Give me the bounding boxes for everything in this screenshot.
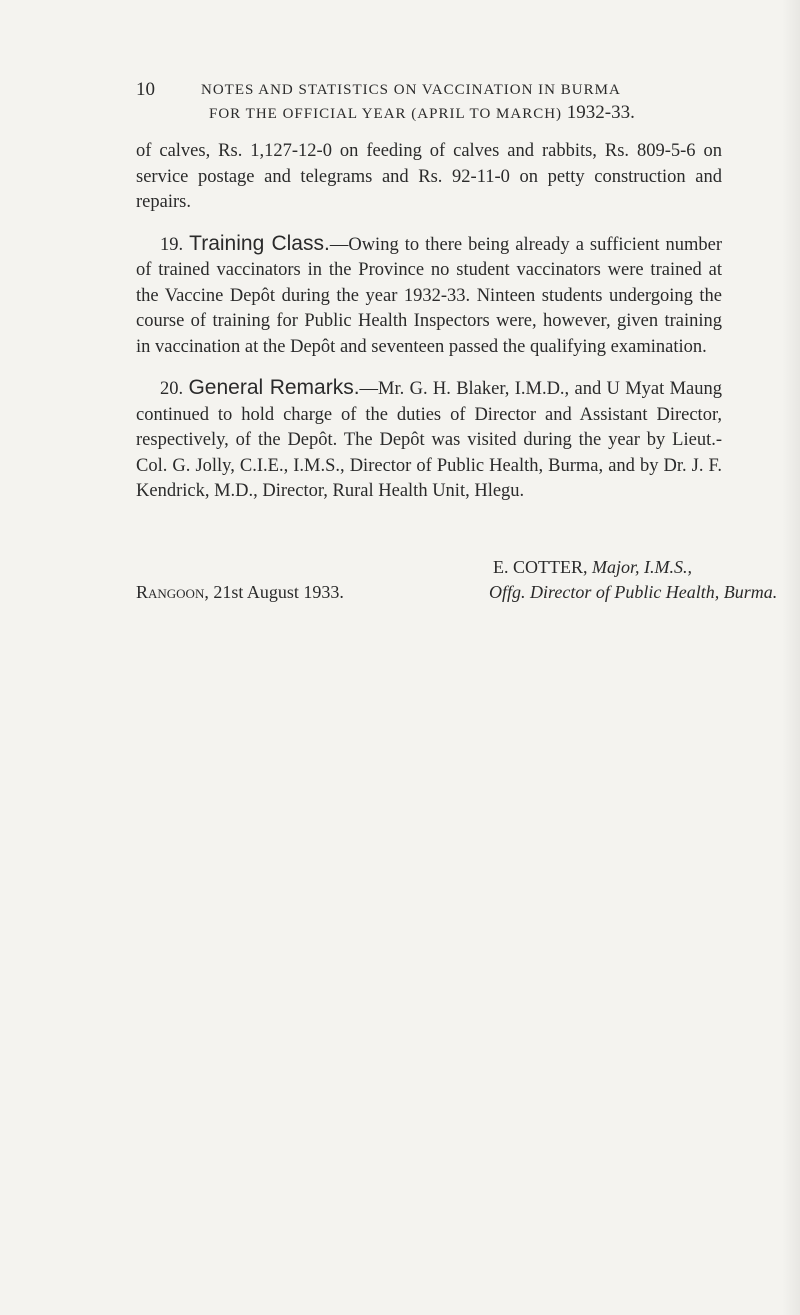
section-heading: General Remarks. xyxy=(188,376,360,399)
paragraph-text: —Mr. G. H. Blaker, I.M.D., and U Myat Maung continued to hold charge of the duties of Director and Assistant Director, respectively, of the Depôt. The Depôt was visited during the year by Lieut.-Col. G. Jolly, C.I.E., I.M.S., Director of Public Health, Burma, and by Dr. J. F. Kendrick, M.D., Director, Rural Health Unit, Hlegu. xyxy=(136,379,723,501)
paragraph-training-class xyxy=(136,231,722,361)
header-subtitle-text: FOR THE OFFICIAL YEAR (APRIL TO MARCH) xyxy=(209,106,563,122)
signatory xyxy=(493,557,692,578)
signatory-name: E. COTTER, xyxy=(493,557,588,577)
header-subtitle xyxy=(209,102,635,124)
header-year: 1932-33. xyxy=(566,102,635,123)
body-text xyxy=(136,139,722,520)
signatory-rank: Major, I.M.S., xyxy=(592,557,692,577)
signature-place-date xyxy=(136,582,344,603)
signature-date: 21st August 1933. xyxy=(213,582,344,602)
paragraph-text: —Owing to there being already a sufficient number of trained vaccinators in the Province no student vaccinators were trained at the Vaccine Depôt during the year 1932-33. Ninteen students undergoing the course of training for Public Health Inspectors were, however, given training in vaccination at the Depôt and seventeen passed the qualifying examination. xyxy=(136,234,722,357)
header-title: NOTES AND STATISTICS ON VACCINATION IN BURMA xyxy=(201,82,621,98)
page-edge-shadow xyxy=(782,0,800,1315)
signatory-role: Offg. Director of Public Health, Burma. xyxy=(489,582,778,602)
paragraph-continuation: of calves, Rs. 1,127-12-0 on feeding of calves and rabbits, Rs. 809-5-6 on service postage and telegrams and Rs. 92-11-0 on petty construction and repairs. xyxy=(136,141,722,212)
paragraph-general-remarks xyxy=(136,375,722,505)
section-heading: Training Class. xyxy=(189,231,330,255)
signature-place: Rangoon, xyxy=(136,582,209,602)
section-number: 20. xyxy=(160,379,184,399)
section-number: 19. xyxy=(160,234,184,255)
page-number: 10 xyxy=(136,79,155,100)
